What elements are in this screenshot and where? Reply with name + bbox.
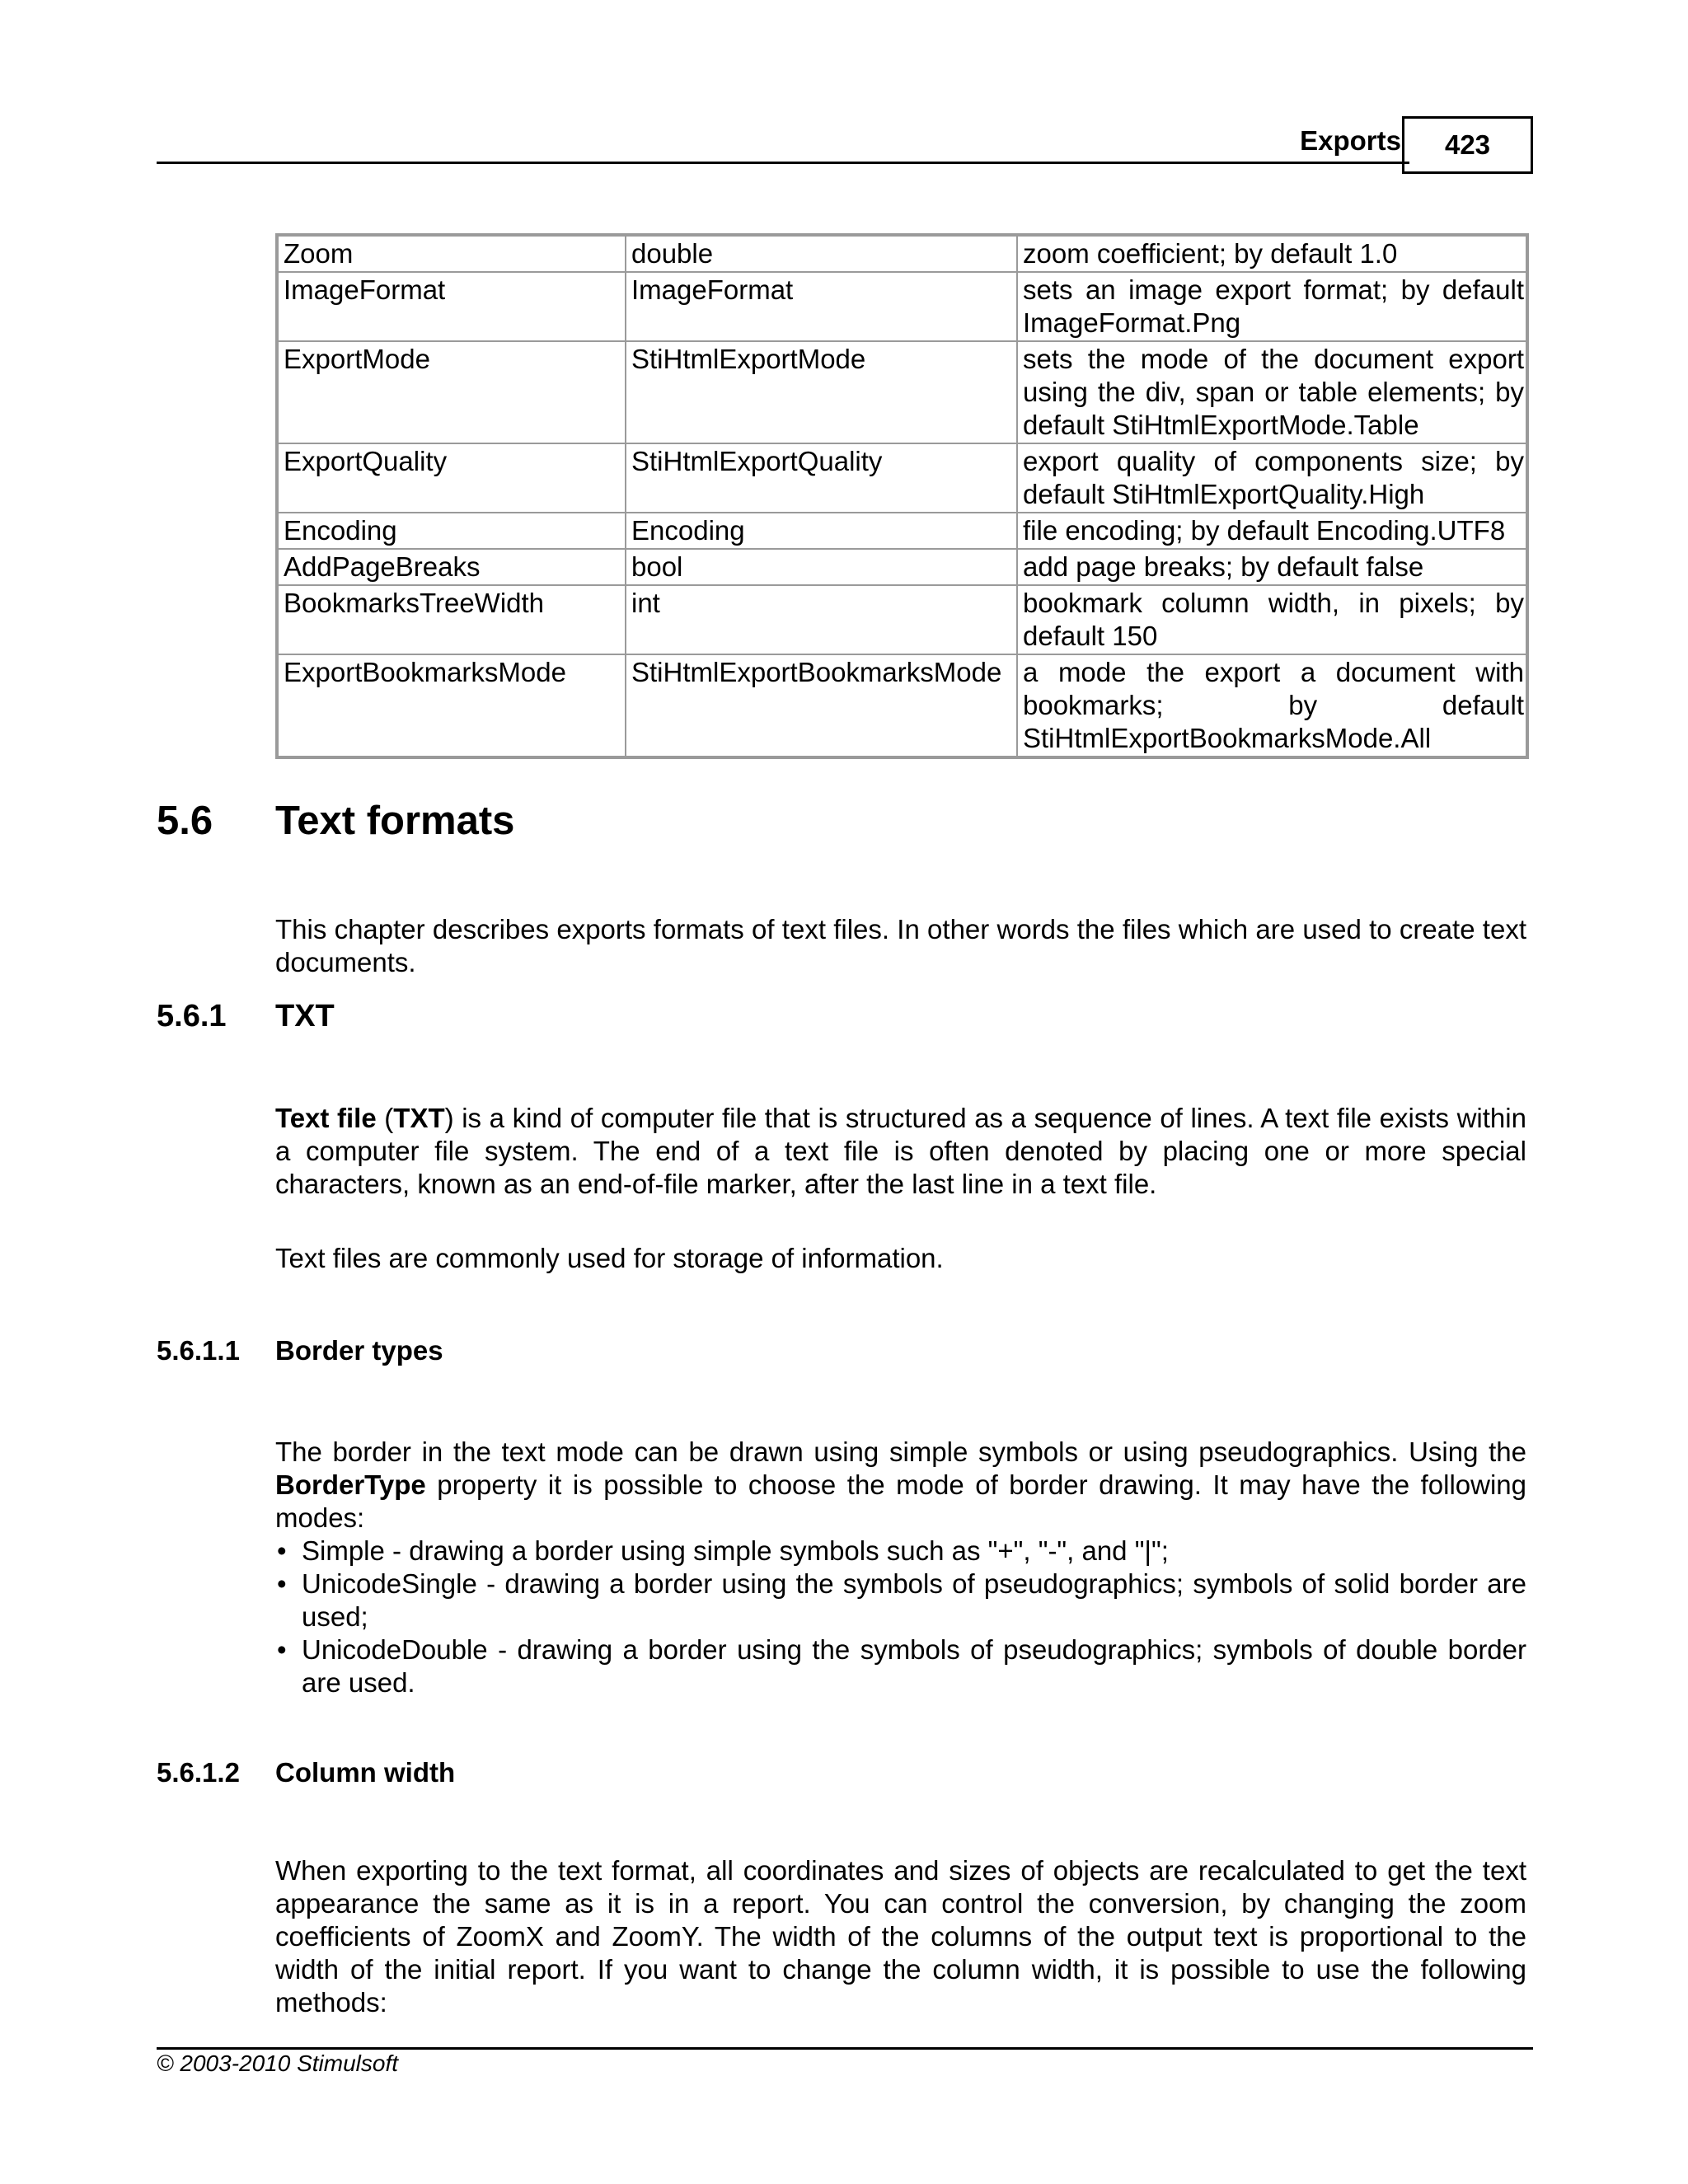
paragraph: When exporting to the text format, all coordinates and sizes of objects are recalculated to get the text appearance the same as it is in a report. You can control the conversion, by changing the zoom coefficients of ZoomX and ZoomY. The width of the columns of the output text is proportional to the width of the initial report. If you want to change the column width, it is possible to use the following methods:: [275, 1855, 1526, 2018]
txt-storage-note: [275, 1242, 1526, 1275]
table-row: [277, 585, 1527, 654]
section-intro: [275, 913, 1526, 979]
subsection-title: TXT: [275, 999, 335, 1033]
list-item: • UnicodeSingle - drawing a border using the symbols of pseudographics; symbols of solid border are used;: [275, 1568, 1526, 1633]
list-item: • UnicodeDouble - drawing a border using the symbols of pseudographics; symbols of double border are used.: [275, 1633, 1526, 1699]
property-description: sets an image export format; by default ImageFormat.Png: [1017, 272, 1527, 341]
term-text-file: Text file: [275, 1103, 377, 1133]
property-description: sets the mode of the document export using the div, span or table elements; by default StiHtmlExportMode.Table: [1017, 341, 1527, 443]
property-name: Encoding: [277, 513, 626, 549]
table-row: [277, 654, 1527, 757]
subsubsection-title: Column width: [275, 1757, 456, 1788]
property-type: double: [626, 235, 1017, 272]
property-type: bool: [626, 549, 1017, 585]
page-number: 423: [1402, 116, 1533, 174]
border-types-text: [275, 1436, 1526, 1699]
property-name: ExportBookmarksMode: [277, 654, 626, 757]
property-description: file encoding; by default Encoding.UTF8: [1017, 513, 1527, 549]
text-run: (: [376, 1103, 394, 1133]
list-item: • Simple - drawing a border using simple symbols such as "+", "-", and "|";: [275, 1535, 1526, 1568]
paragraph: [275, 1102, 1526, 1201]
table-row: [277, 549, 1527, 585]
table-row: [277, 235, 1527, 272]
footer-copyright: © 2003-2010 Stimulsoft: [157, 2050, 399, 2076]
property-description: bookmark column width, in pixels; by default 150: [1017, 585, 1527, 654]
property-type: StiHtmlExportMode: [626, 341, 1017, 443]
subsection-number: 5.6.1: [157, 999, 227, 1033]
property-name: BookmarksTreeWidth: [277, 585, 626, 654]
text-run: The border in the text mode can be drawn using simple symbols or using pseudographics. Using the: [275, 1436, 1526, 1467]
property-name: ExportMode: [277, 341, 626, 443]
property-type: Encoding: [626, 513, 1017, 549]
properties-table: [275, 233, 1529, 759]
property-description: export quality of components size; by default StiHtmlExportQuality.High: [1017, 443, 1527, 513]
section-number: 5.6: [157, 799, 213, 843]
text-run: property it is possible to choose the mode of border drawing. It may have the following modes:: [275, 1469, 1526, 1533]
paragraph: [275, 1436, 1526, 1535]
section-title: Text formats: [275, 799, 515, 843]
subsubsection-number: 5.6.1.2: [157, 1757, 240, 1788]
header-rule: [157, 162, 1409, 164]
text-run: ) is a kind of computer file that is structured as a sequence of lines. A text file exists within a computer file system. The end of a text file is often denoted by placing one or more special characters, known as an end-of-file marker, after the last line in a text file.: [275, 1103, 1526, 1199]
property-type: int: [626, 585, 1017, 654]
property-name: ImageFormat: [277, 272, 626, 341]
footer-rule: [157, 2047, 1533, 2050]
property-type: StiHtmlExportQuality: [626, 443, 1017, 513]
border-modes-list: [275, 1535, 1526, 1699]
table-row: [277, 513, 1527, 549]
subsubsection-title: Border types: [275, 1335, 443, 1366]
column-width-text: [275, 1854, 1526, 2019]
running-header-section: Exports: [1300, 125, 1401, 156]
property-description-line: StiHtmlExportBookmarksMode.All: [1023, 723, 1432, 753]
property-description: zoom coefficient; by default 1.0: [1017, 235, 1527, 272]
table-row: [277, 341, 1527, 443]
table-row: [277, 272, 1527, 341]
property-type: StiHtmlExportBookmarksMode: [626, 654, 1017, 757]
table-row: [277, 443, 1527, 513]
term-bordertype: BorderType: [275, 1469, 426, 1500]
paragraph: This chapter describes exports formats of text files. In other words the files which are used to create text documents.: [275, 914, 1526, 977]
subsubsection-number: 5.6.1.1: [157, 1335, 240, 1366]
property-type: ImageFormat: [626, 272, 1017, 341]
term-txt: TXT: [393, 1103, 445, 1133]
property-name: Zoom: [277, 235, 626, 272]
paragraph: Text files are commonly used for storage of information.: [275, 1243, 944, 1273]
property-description: [1017, 654, 1527, 757]
txt-description: [275, 1102, 1526, 1201]
property-name: AddPageBreaks: [277, 549, 626, 585]
property-description-line: a mode the export a document with bookmarks; by default: [1023, 657, 1524, 720]
property-name: ExportQuality: [277, 443, 626, 513]
property-description: add page breaks; by default false: [1017, 549, 1527, 585]
